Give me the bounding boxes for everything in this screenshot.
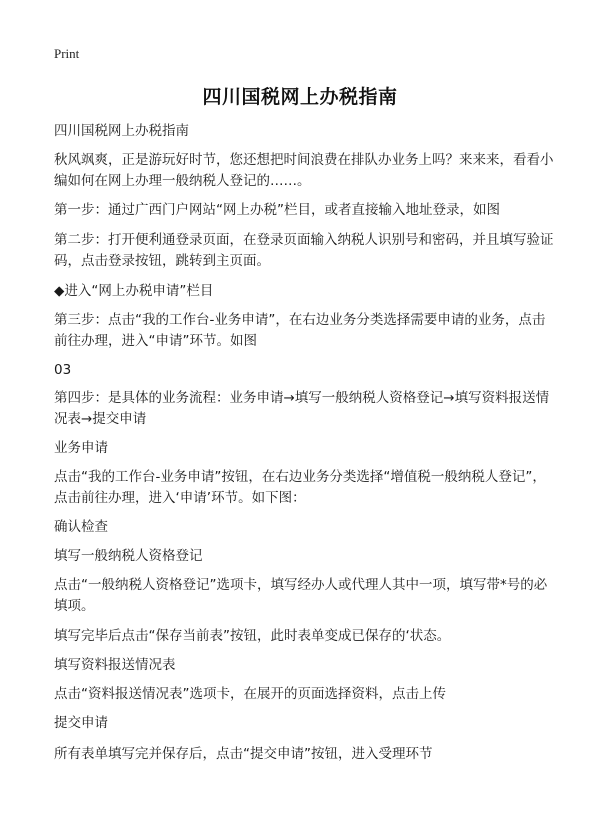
step-2-paragraph: 第二步：打开便利通登录页面，在登录页面输入纳税人识别号和密码，并且填写验证码，点击登录按钮，跳转到主页面。 xyxy=(54,232,554,269)
step-4-paragraph: 第四步：是具体的业务流程：业务申请→填写一般纳税人资格登记→填写资料报送情况表→提交申请 xyxy=(54,390,550,427)
heading-confirm-check: 确认检查 xyxy=(54,519,108,535)
heading-fill-report: 填写资料报送情况表 xyxy=(54,657,176,673)
intro-paragraph: 秋风飒爽，正是游玩好时节，您还想把时间浪费在排队办业务上吗？来来来，看看小编如何在网上办理一般纳税人登记的……。 xyxy=(54,152,554,189)
fill-report-paragraph: 点击“资料报送情况表”选项卡，在展开的页面选择资料，点击上传 xyxy=(54,686,446,702)
heading-business-application: 业务申请 xyxy=(54,440,108,456)
save-form-paragraph: 填写完毕后点击“保存当前表”按钮，此时表单变成已保存的‘状态。 xyxy=(54,628,451,644)
figure-number: 03 xyxy=(54,362,72,378)
step-3-paragraph: 第三步：点击“我的工作台-业务申请”，在右边业务分类选择需要申请的业务，点击前往办理，进入“申请”环节。如图 xyxy=(54,312,546,349)
enter-section-paragraph: ◆进入“网上办税申请”栏目 xyxy=(54,283,214,299)
fill-registration-paragraph: 点击“一般纳税人资格登记”选项卡，填写经办人或代理人其中一项，填写带*号的必填项。 xyxy=(54,577,548,614)
print-link[interactable]: Print xyxy=(54,46,80,61)
heading-fill-registration: 填写一般纳税人资格登记 xyxy=(54,548,203,564)
submit-application-paragraph: 所有表单填写完并保存后，点击“提交申请”按钮，进入受理环节 xyxy=(54,746,433,762)
step-1-paragraph: 第一步：通过广西门户网站“网上办税”栏目，或者直接输入地址登录，如图 xyxy=(54,202,500,218)
business-application-paragraph: 点击“我的工作台-业务申请”按钮，在右边业务分类选择“增值税一般纳税人登记”，点击前往办理，进入‘申请’环节。如下图： xyxy=(54,469,546,506)
subtitle-paragraph: 四川国税网上办税指南 xyxy=(54,123,189,139)
page-title: 四川国税网上办税指南 xyxy=(202,86,398,108)
heading-submit-application: 提交申请 xyxy=(54,715,108,731)
